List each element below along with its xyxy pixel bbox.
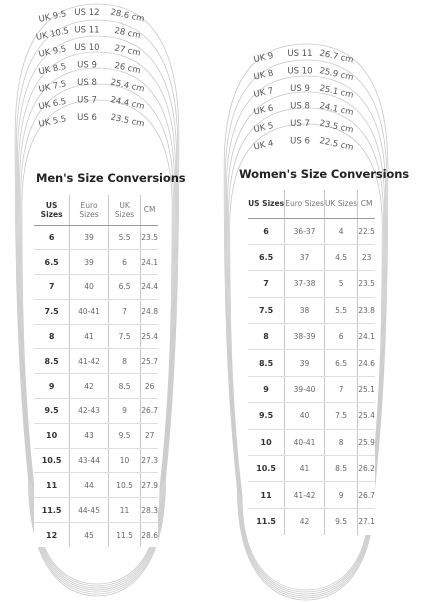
table-cell: 9.5 [34,399,70,424]
table-row [34,349,158,374]
men-title: Men's Size Conversions [36,171,186,185]
table-cell: 9.5 [108,423,140,448]
women-outline-label-us: US 6 [290,136,310,147]
table-cell: 6.5 [34,250,70,275]
women-table-body [248,218,375,535]
men-outline-label-uk: UK 9.5 [37,9,68,25]
table-row [248,324,375,350]
women-header-3: CM [358,190,375,218]
women-outline-label-cm: 24.1 cm [318,101,355,119]
table-cell: 11.5 [34,498,70,523]
men-outline-label-uk: UK 9.5 [37,44,68,60]
table-cell: 23 [358,244,375,270]
table-cell: 40 [285,403,325,429]
table-cell: 11 [248,482,285,508]
table-cell: 6 [108,250,140,275]
women-outline-label-cm: 25.1 cm [318,83,355,101]
table-cell: 39 [285,350,325,376]
table-row [248,482,375,508]
table-cell: 7.5 [248,297,285,323]
table-row [248,508,375,534]
table-cell: 6 [324,324,357,350]
women-outline-label-us: US 8 [290,101,310,112]
table-cell: 9.5 [248,403,285,429]
table-row [34,374,158,399]
men-outline-label-us: US 10 [74,43,100,53]
table-cell: 43-44 [70,448,109,473]
table-cell: 24.6 [358,350,375,376]
table-cell: 11 [108,498,140,523]
table-cell: 28.6 [141,523,158,548]
table-cell: 9 [108,399,140,424]
table-cell: 41-42 [285,482,325,508]
men-outline-label-cm: 23.5 cm [109,112,146,130]
men-header-2: UK Sizes [108,195,140,225]
table-cell: 8 [34,324,70,349]
women-table-header-row [248,190,375,218]
table-cell: 38-39 [285,324,325,350]
table-row [248,350,375,376]
men-table-header-row [34,195,158,225]
women-outline-label-uk: UK 5 [252,121,275,136]
men-outline-label-us: US 12 [74,8,100,18]
table-cell: 38 [285,297,325,323]
table-cell: 10.5 [108,473,140,498]
table-cell: 8 [324,429,357,455]
table-cell: 26 [141,374,158,399]
table-row [34,448,158,473]
table-row [34,399,158,424]
men-outline-label-us: US 8 [77,78,97,88]
men-header-1: Euro Sizes [70,195,109,225]
women-outline-label-uk: UK 4 [252,138,275,153]
men-header-0: US Sizes [34,195,70,225]
table-cell: 12 [46,530,58,540]
women-outline-label-us: US 7 [290,119,310,129]
men-outline-label-cm: 26 cm [113,60,142,77]
table-cell: 24.1 [141,250,158,275]
table-cell: 39-40 [285,376,325,402]
table-row [34,523,158,548]
table-cell: 11.5 [256,517,276,527]
table-cell: 7.5 [324,403,357,429]
table-cell: 11 [34,473,70,498]
table-cell: 25.4 [358,403,375,429]
men-header-3: CM [141,195,158,225]
table-row [248,218,375,244]
men-outline-label-uk: UK 10.5 [35,26,70,43]
table-cell: 22.5 [358,218,375,244]
men-outline-label-cm: 25.4 cm [109,77,146,95]
table-cell: 6.5 [248,244,285,270]
women-outline-label-us: US 11 [287,49,313,59]
men-outline-label-us: US 9 [77,60,97,71]
table-cell: 44 [70,473,109,498]
table-cell: 5.5 [108,225,140,250]
table-row [248,403,375,429]
table-cell: 6 [34,225,70,250]
table-row [34,324,158,349]
women-outline-label-uk: UK 8 [252,68,275,83]
table-cell: 25.1 [358,376,375,402]
table-cell: 8.5 [108,374,140,399]
men-outline-label-cm: 24.4 cm [109,95,146,113]
men-size-table [34,195,158,547]
women-outline-label-cm: 23.5 cm [318,118,355,136]
table-cell: 24.4 [141,275,158,300]
table-cell: 7 [324,376,357,402]
women-header-0: US Sizes [248,190,285,218]
table-cell: 42-43 [70,399,109,424]
table-cell: 10 [108,448,140,473]
table-cell: 7.5 [34,299,70,324]
women-header-2: UK Sizes [324,190,357,218]
table-row [248,297,375,323]
table-row [248,271,375,297]
table-cell: 6.5 [324,350,357,376]
table-cell: 4 [324,218,357,244]
table-cell: 40-41 [285,429,325,455]
men-outline-label-us: US 6 [77,113,97,123]
table-cell: 4.5 [324,244,357,270]
men-outline-label-us: US 7 [77,95,97,106]
table-row [248,376,375,402]
table-cell: 8.5 [34,349,70,374]
table-cell: 9 [248,376,285,402]
table-row [34,423,158,448]
women-outline-label-cm: 26.7 cm [318,48,355,66]
table-cell: 26.7 [358,482,375,508]
table-cell: 25.7 [141,349,158,374]
table-cell: 7 [34,275,70,300]
table-row [34,275,158,300]
table-cell: 28.3 [141,498,158,523]
table-cell: 39 [70,250,109,275]
women-outline-label-cm: 25.9 cm [318,66,355,84]
table-cell: 25.9 [358,429,375,455]
table-cell: 27.1 [358,508,375,534]
table-cell: 45 [70,523,109,548]
table-cell: 23.8 [358,297,375,323]
table-cell: 24.1 [358,324,375,350]
table-cell: 10 [248,429,285,455]
table-cell: 6 [248,218,285,244]
women-outline-label-us: US 10 [287,66,313,77]
men-outline-label-uk: UK 7.5 [37,79,68,95]
table-cell: 8 [248,324,285,350]
women-outline-label-uk: UK 6 [252,103,275,118]
men-outline-label-uk: UK 5.5 [37,114,68,130]
men-table-body [34,225,158,547]
table-cell: 10.5 [248,456,285,482]
table-cell: 42 [285,508,325,534]
table-cell: 5.5 [324,297,357,323]
women-header-1: Euro Sizes [285,190,325,218]
table-cell: 27 [141,423,158,448]
table-cell: 37 [285,244,325,270]
table-cell: 7 [108,299,140,324]
table-cell: 40-41 [70,299,109,324]
table-cell: 23.5 [358,271,375,297]
table-cell: 11.5 [108,523,140,548]
table-cell: 41 [70,324,109,349]
table-cell: 10 [34,423,70,448]
table-cell: 6.5 [108,275,140,300]
women-outline-label-cm: 22.5 cm [318,136,355,154]
table-cell: 42 [70,374,109,399]
women-outline-label-us: US 9 [290,84,310,94]
men-outline-label-cm: 28.6 cm [109,7,146,25]
table-cell: 37-38 [285,271,325,297]
table-row [34,498,158,523]
men-outline-label-uk: UK 8.5 [37,61,68,78]
women-outline-label-uk: UK 7 [252,86,275,101]
table-row [34,299,158,324]
women-outline-label-uk: UK 9 [252,51,275,66]
women-title: Women's Size Conversions [239,167,410,181]
table-row [248,429,375,455]
table-cell: 26.2 [358,456,375,482]
table-cell: 7.5 [108,324,140,349]
table-cell: 41 [285,456,325,482]
table-cell: 8.5 [248,350,285,376]
men-outline-label-cm: 27 cm [113,43,142,59]
table-cell: 25.4 [141,324,158,349]
table-cell: 8 [108,349,140,374]
table-cell: 26.7 [141,399,158,424]
table-cell: 9 [324,482,357,508]
table-row [248,244,375,270]
table-cell: 27.9 [141,473,158,498]
table-cell: 27.3 [141,448,158,473]
table-cell: 9 [34,374,70,399]
table-cell: 24.8 [141,299,158,324]
men-outline-label-uk: UK 6.5 [37,96,68,113]
men-outline-label-cm: 28 cm [113,25,142,42]
table-cell: 7 [248,271,285,297]
table-row [34,225,158,250]
table-cell: 10.5 [34,448,70,473]
table-cell: 36-37 [285,218,325,244]
table-cell: 40 [70,275,109,300]
table-cell: 44-45 [70,498,109,523]
table-cell: 43 [70,423,109,448]
table-row [248,456,375,482]
table-cell: 41-42 [70,349,109,374]
table-cell: 8.5 [324,456,357,482]
table-cell: 23.5 [141,225,158,250]
table-row [34,250,158,275]
table-cell: 39 [70,225,109,250]
women-size-table [248,190,375,535]
men-outline-label-us: US 11 [74,25,100,36]
table-cell: 5 [324,271,357,297]
table-cell: 9.5 [324,508,357,534]
table-row [34,473,158,498]
